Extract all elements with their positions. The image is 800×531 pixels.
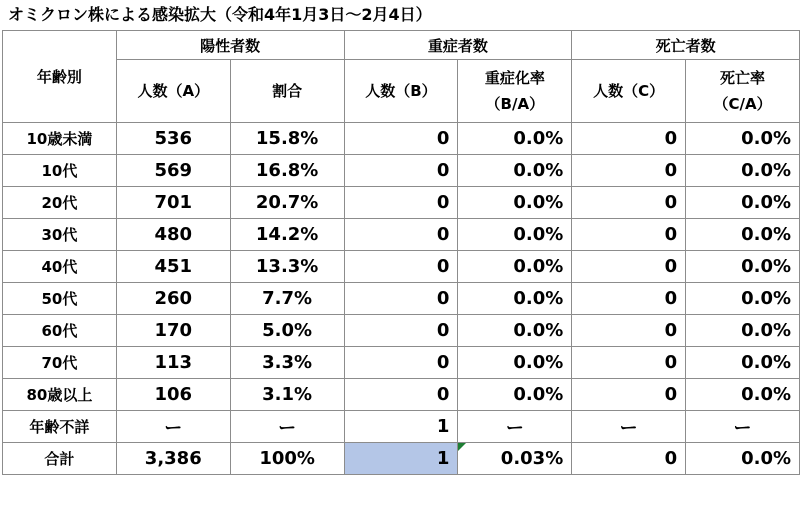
cell-death-rate[interactable]: 0.0% xyxy=(686,187,800,219)
cell-count-b[interactable]: 0 xyxy=(344,187,458,219)
cell-count-c[interactable]: 0 xyxy=(572,443,686,475)
cell-count-c[interactable]: 0 xyxy=(572,123,686,155)
cell-count-a[interactable]: 701 xyxy=(116,187,230,219)
cell-count-c[interactable]: 0 xyxy=(572,379,686,411)
cell-severe-rate[interactable]: 0.0% xyxy=(458,155,572,187)
cell-ratio[interactable]: 5.0% xyxy=(230,315,344,347)
header-ratio[interactable]: 割合 xyxy=(230,60,344,123)
cell-count-a[interactable]: ー xyxy=(116,411,230,443)
cell-severe-rate[interactable]: 0.0% xyxy=(458,251,572,283)
table-row xyxy=(3,283,800,315)
table-row xyxy=(3,123,800,155)
header-severe[interactable]: 重症者数 xyxy=(344,31,572,60)
cell-count-a[interactable]: 113 xyxy=(116,347,230,379)
header-count-c[interactable]: 人数（C） xyxy=(572,60,686,123)
cell-death-rate[interactable]: 0.0% xyxy=(686,379,800,411)
cell-severe-rate[interactable]: 0.0% xyxy=(458,347,572,379)
cell-age[interactable]: 20代 xyxy=(3,187,117,219)
cell-age[interactable]: 40代 xyxy=(3,251,117,283)
cell-count-c[interactable]: ー xyxy=(572,411,686,443)
death-rate-formula: （C/A） xyxy=(713,95,772,113)
data-table xyxy=(2,30,800,475)
table-row xyxy=(3,347,800,379)
cell-count-b[interactable]: 1 xyxy=(344,411,458,443)
cell-count-b[interactable]: 0 xyxy=(344,379,458,411)
cell-count-c[interactable]: 0 xyxy=(572,219,686,251)
cell-count-a[interactable]: 3,386 xyxy=(116,443,230,475)
cell-count-a[interactable]: 536 xyxy=(116,123,230,155)
cell-ratio[interactable]: 15.8% xyxy=(230,123,344,155)
cell-count-b[interactable]: 0 xyxy=(344,283,458,315)
cell-severe-rate[interactable]: 0.0% xyxy=(458,379,572,411)
cell-count-b[interactable]: 0 xyxy=(344,251,458,283)
cell-age[interactable]: 50代 xyxy=(3,283,117,315)
cell-death-rate[interactable]: 0.0% xyxy=(686,251,800,283)
cell-death-rate[interactable]: 0.0% xyxy=(686,347,800,379)
cell-age[interactable]: 10歳未満 xyxy=(3,123,117,155)
table-row xyxy=(3,315,800,347)
cell-severe-rate[interactable]: 0.0% xyxy=(458,123,572,155)
cell-severe-rate[interactable]: 0.03% xyxy=(458,443,572,475)
cell-severe-rate[interactable]: 0.0% xyxy=(458,283,572,315)
header-age-group[interactable]: 年齢別 xyxy=(3,31,117,123)
cell-age[interactable]: 60代 xyxy=(3,315,117,347)
table-row xyxy=(3,411,800,443)
cell-count-c[interactable]: 0 xyxy=(572,187,686,219)
death-rate-label: 死亡率 xyxy=(720,69,766,87)
cell-age[interactable]: 合計 xyxy=(3,443,117,475)
table-row xyxy=(3,155,800,187)
cell-age[interactable]: 年齢不詳 xyxy=(3,411,117,443)
cell-death-rate[interactable]: 0.0% xyxy=(686,155,800,187)
cell-count-b[interactable]: 0 xyxy=(344,219,458,251)
cell-count-a[interactable]: 569 xyxy=(116,155,230,187)
table-row xyxy=(3,187,800,219)
cell-death-rate[interactable]: 0.0% xyxy=(686,443,800,475)
cell-ratio[interactable]: 20.7% xyxy=(230,187,344,219)
cell-ratio[interactable]: 13.3% xyxy=(230,251,344,283)
cell-ratio[interactable]: ー xyxy=(230,411,344,443)
header-positive[interactable]: 陽性者数 xyxy=(116,31,344,60)
cell-death-rate[interactable]: 0.0% xyxy=(686,123,800,155)
cell-age[interactable]: 10代 xyxy=(3,155,117,187)
table-row xyxy=(3,379,800,411)
cell-count-c[interactable]: 0 xyxy=(572,347,686,379)
cell-count-b[interactable]: 0 xyxy=(344,123,458,155)
cell-ratio[interactable]: 14.2% xyxy=(230,219,344,251)
cell-count-a[interactable]: 106 xyxy=(116,379,230,411)
header-severe-rate[interactable] xyxy=(458,60,572,123)
cell-age[interactable]: 70代 xyxy=(3,347,117,379)
cell-ratio[interactable]: 3.1% xyxy=(230,379,344,411)
cell-count-c[interactable]: 0 xyxy=(572,283,686,315)
cell-age[interactable]: 30代 xyxy=(3,219,117,251)
cell-count-a[interactable]: 170 xyxy=(116,315,230,347)
cell-ratio[interactable]: 100% xyxy=(230,443,344,475)
cell-ratio[interactable]: 7.7% xyxy=(230,283,344,315)
severe-rate-label: 重症化率 xyxy=(484,69,545,87)
cell-age[interactable]: 80歳以上 xyxy=(3,379,117,411)
table-row xyxy=(3,251,800,283)
header-death-rate[interactable] xyxy=(686,60,800,123)
cell-death-rate[interactable]: 0.0% xyxy=(686,315,800,347)
cell-count-b[interactable]: 1 xyxy=(344,443,458,475)
table-row xyxy=(3,219,800,251)
cell-severe-rate[interactable]: 0.0% xyxy=(458,315,572,347)
cell-count-c[interactable]: 0 xyxy=(572,251,686,283)
cell-count-b[interactable]: 0 xyxy=(344,315,458,347)
cell-ratio[interactable]: 3.3% xyxy=(230,347,344,379)
cell-death-rate[interactable]: ー xyxy=(686,411,800,443)
header-count-a[interactable]: 人数（A） xyxy=(116,60,230,123)
cell-count-b[interactable]: 0 xyxy=(344,347,458,379)
severe-rate-formula: （B/A） xyxy=(485,95,545,113)
header-death[interactable]: 死亡者数 xyxy=(572,31,800,60)
cell-count-a[interactable]: 260 xyxy=(116,283,230,315)
cell-death-rate[interactable]: 0.0% xyxy=(686,283,800,315)
cell-count-c[interactable]: 0 xyxy=(572,155,686,187)
cell-count-a[interactable]: 451 xyxy=(116,251,230,283)
cell-death-rate[interactable]: 0.0% xyxy=(686,219,800,251)
cell-severe-rate[interactable]: ー xyxy=(458,411,572,443)
cell-severe-rate[interactable]: 0.0% xyxy=(458,187,572,219)
cell-count-c[interactable]: 0 xyxy=(572,315,686,347)
cell-count-b[interactable]: 0 xyxy=(344,155,458,187)
cell-count-a[interactable]: 480 xyxy=(116,219,230,251)
header-count-b[interactable]: 人数（B） xyxy=(344,60,458,123)
cell-severe-rate[interactable]: 0.0% xyxy=(458,219,572,251)
sheet-title: オミクロン株による感染拡大（令和4年1月3日～2月4日） xyxy=(8,5,432,24)
total-row xyxy=(3,443,800,475)
cell-ratio[interactable]: 16.8% xyxy=(230,155,344,187)
